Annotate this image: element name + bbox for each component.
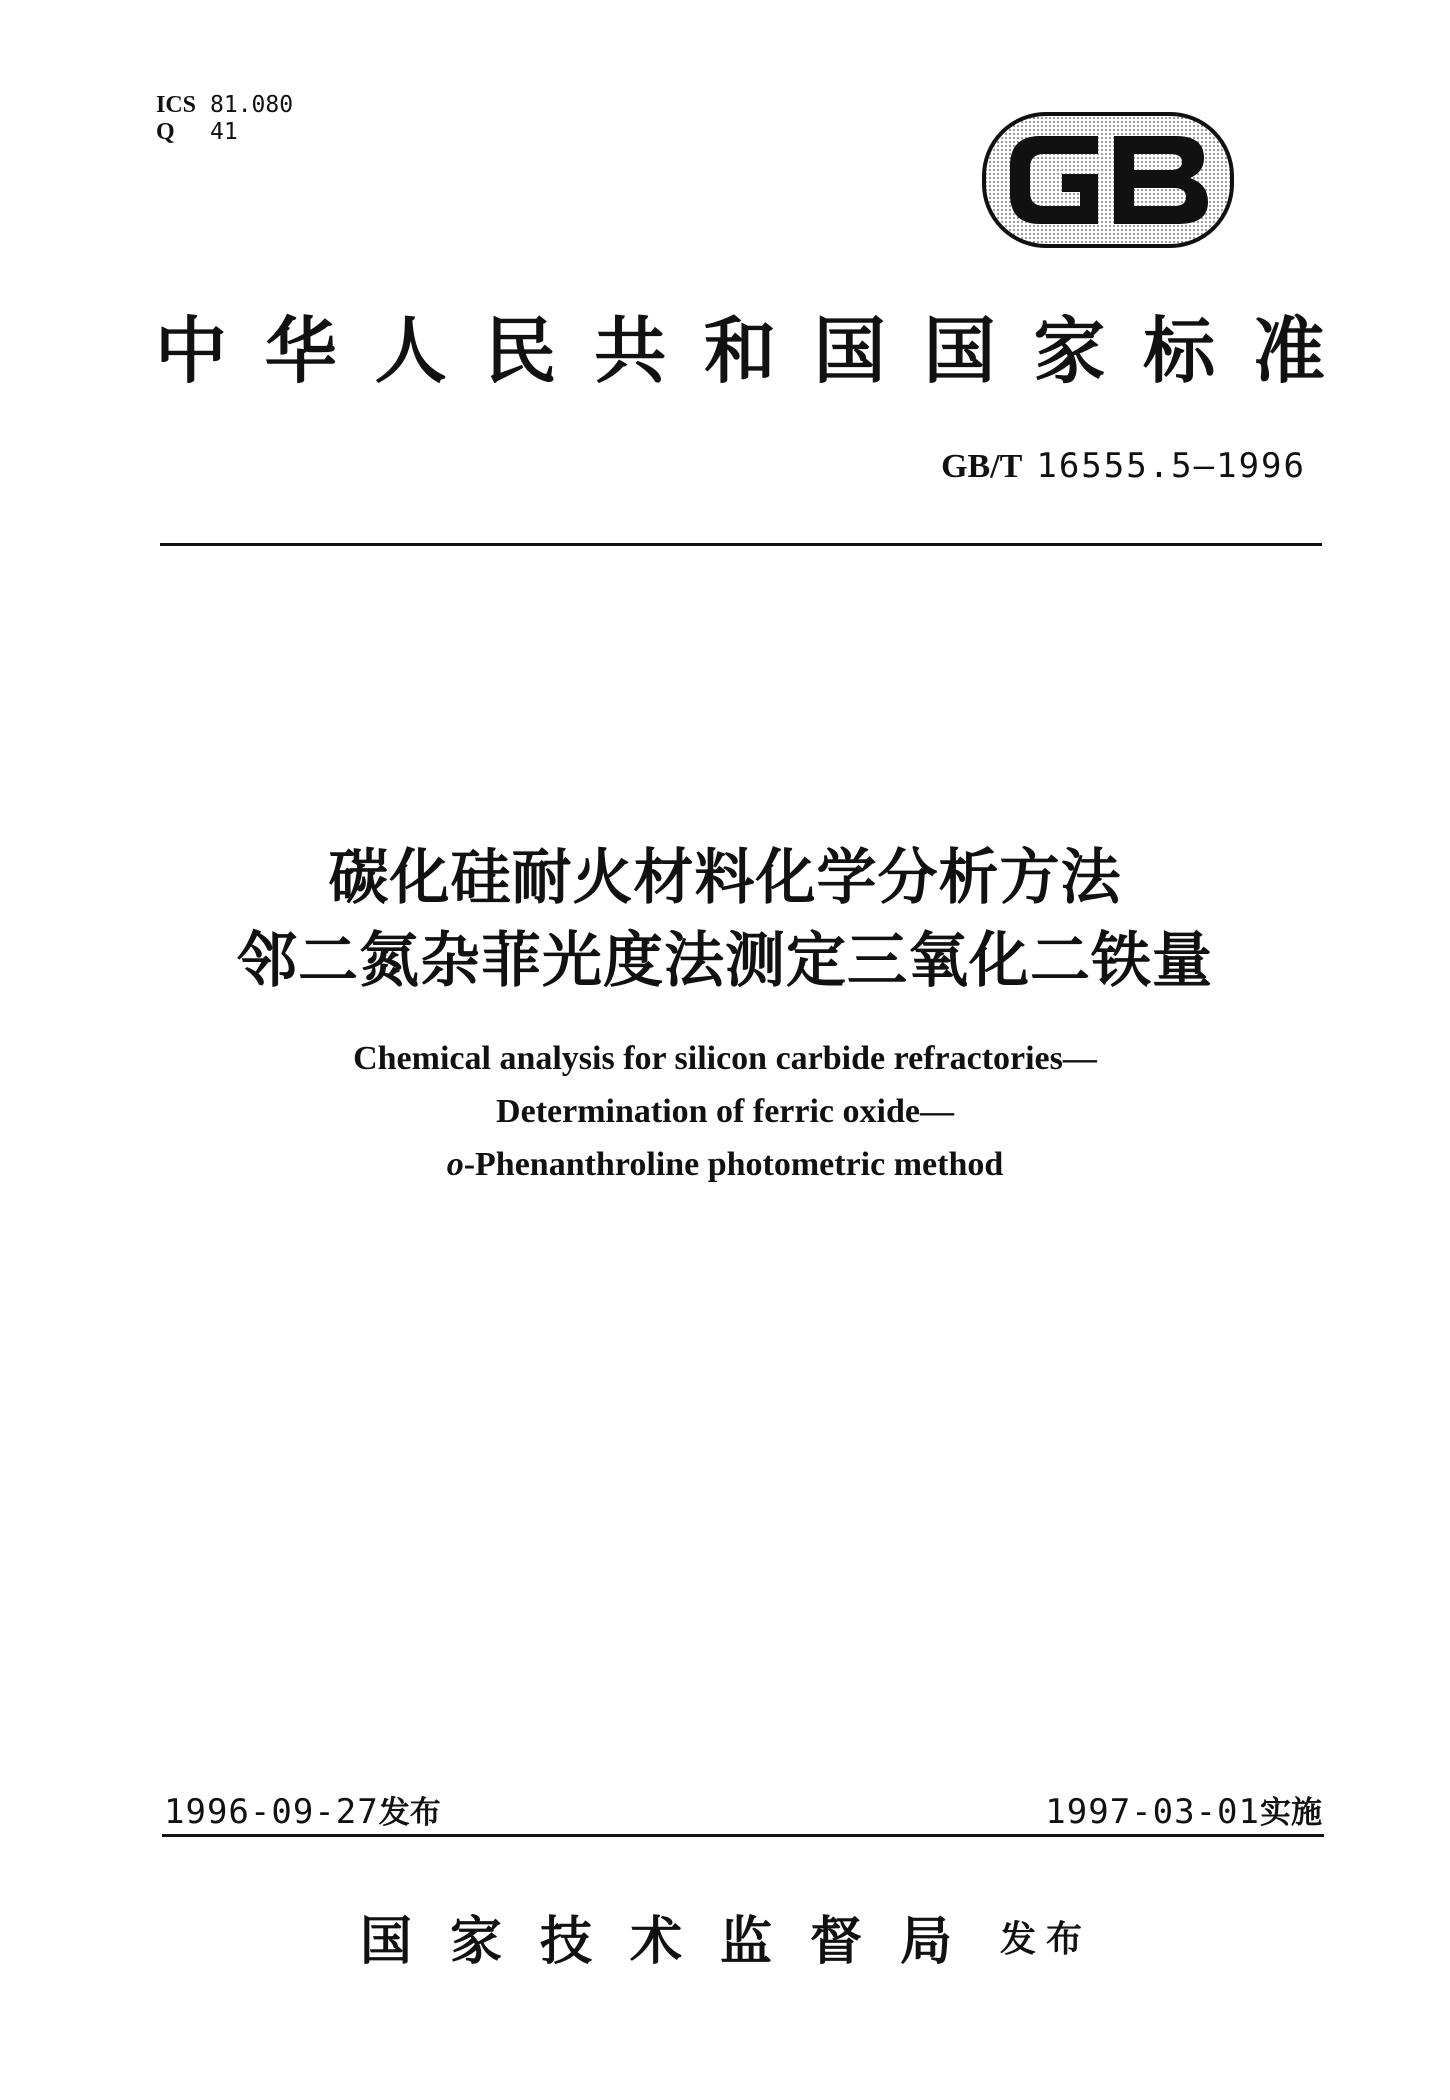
standard-code-prefix: GB/T xyxy=(941,448,1023,485)
effective-label: 实施 xyxy=(1260,1795,1322,1831)
title-en-line3-italic: o xyxy=(446,1146,464,1183)
title-en-line3 xyxy=(0,1146,1450,1184)
standard-name-char: 共 xyxy=(594,308,667,393)
standard-name-char: 人 xyxy=(374,308,447,393)
issuer-action: 发布 xyxy=(1000,1917,1093,1960)
standard-code xyxy=(941,446,1306,486)
footer-divider xyxy=(162,1834,1324,1837)
title-en-line3-rest: -Phenanthroline photometric method xyxy=(463,1146,1004,1183)
standard-name-char: 家 xyxy=(1033,308,1106,393)
header-divider xyxy=(160,543,1322,546)
title-cn-line2: 邻二氮杂菲光度法测定三氧化二铁量 xyxy=(237,926,1213,996)
standard-name-char: 中 xyxy=(155,308,228,393)
effective-date-block xyxy=(1045,1787,1322,1832)
standard-name-char: 国 xyxy=(923,308,996,393)
standard-name xyxy=(155,300,1325,393)
standard-name-char: 标 xyxy=(1143,308,1216,393)
issuer-org: 国家技术监督局 xyxy=(360,1910,991,1972)
standard-name-char: 和 xyxy=(703,308,776,393)
standard-name-char: 民 xyxy=(484,308,557,393)
standard-name-char: 国 xyxy=(813,308,886,393)
effective-date: 1997-03-01 xyxy=(1045,1792,1260,1832)
issuer-block xyxy=(360,1900,1092,1972)
published-date-block xyxy=(164,1787,441,1832)
gb-logo-icon xyxy=(980,108,1236,252)
ics-label: ICS xyxy=(156,92,197,118)
ics-value: 81.080 xyxy=(210,92,294,118)
standard-name-char: 华 xyxy=(264,308,337,393)
title-cn-line1: 碳化硅耐火材料化学分析方法 xyxy=(328,843,1122,913)
published-date: 1996-09-27 xyxy=(164,1792,379,1832)
published-label: 发布 xyxy=(378,1795,441,1831)
title-en-line2: Determination of ferric oxide— xyxy=(496,1093,954,1130)
standard-name-char: 准 xyxy=(1252,308,1325,393)
ccs-label: Q xyxy=(156,119,175,145)
classification-block xyxy=(156,92,293,146)
ccs-line xyxy=(156,119,293,146)
standard-code-number: 16555.5—1996 xyxy=(1036,446,1306,486)
title-en-line1: Chemical analysis for silicon carbide refractories— xyxy=(353,1040,1097,1077)
ccs-value: 41 xyxy=(210,119,238,145)
ics-line xyxy=(156,92,293,119)
